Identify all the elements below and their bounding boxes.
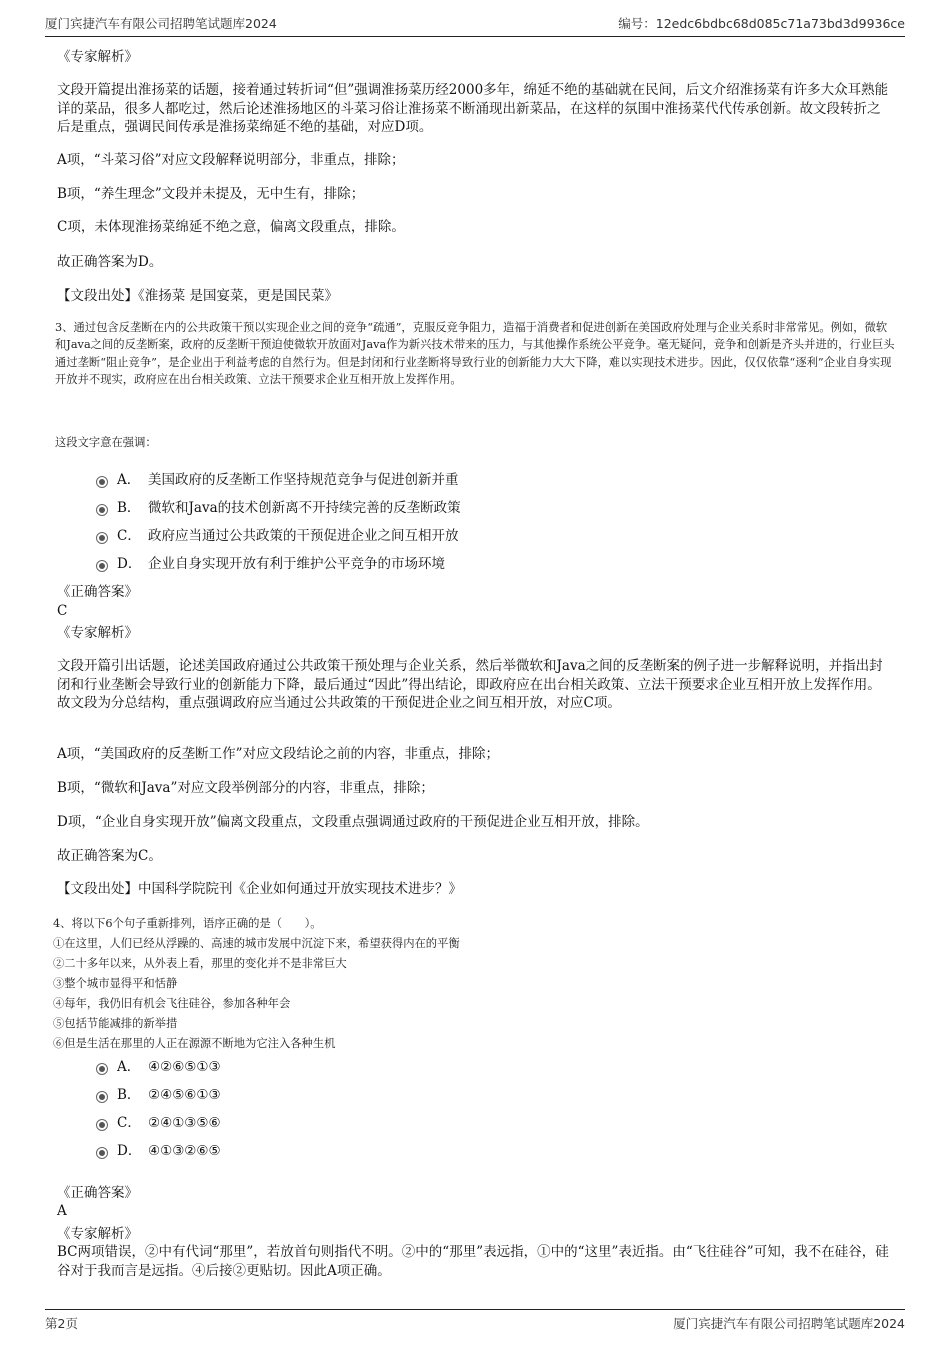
analysis-item-a: A项，“斗菜习俗”对应文段解释说明部分，非重点，排除； [57,152,405,168]
source-note: 【文段出处】中国科学院院刊《企业如何通过开放实现技术进步？》 [57,881,462,897]
analysis-item-a: A项，“美国政府的反垄断工作”对应文段结论之前的内容，非重点，排除； [57,746,500,762]
expert-analysis-label: 《专家解析》 [57,1226,138,1242]
option-letter: B． [117,1087,141,1103]
page-header [45,12,905,37]
option-letter: D． [117,556,142,572]
question-3-prompt: 这段文字意在强调： [55,436,157,449]
radio-button[interactable] [96,1091,108,1103]
option-text: ④②⑥⑤①③ [148,1059,221,1075]
question-3-text: 3、通过包含反垄断在内的公共政策干预以实现企业之间的竞争“疏通”，克服反竞争阻力，造福于消费者和促进创新在美国政府处理与企业关系时非常常见。例如，微软和Java之间的反垄断案，政府的反垄断干预迫使微软开放面对Java作为新兴技术带来的压力，与其他操作系统公平竞争。毫无疑问，竞争和创新是齐头并进的，行业巨头通过垄断“阻止竞争”，是企业出于利益考虑的自然行为。但是封闭和行业垄断将导致行业的创新能力大大下降，难以实现技术进步。因此，仅仅依靠“逐利”企业自身实现开放并不现实，政府应在出台相关政策、立法干预要求企业互相开放上发挥作用。 [55,321,895,386]
q3-option-d[interactable] [96,555,856,573]
expert-analysis-label: 《专家解析》 [57,625,138,641]
question-4-text: 4、将以下6个句子重新排列，语序正确的是（ ）。 [53,917,322,930]
option-letter: A． [117,472,141,488]
radio-button[interactable] [96,1119,108,1131]
header-serial: 编号：12edc6bdbc68d085c71a73bd3d9936ce [618,16,905,31]
q3-option-b[interactable] [96,499,856,517]
option-text: 企业自身实现开放有利于维护公平竞争的市场环境 [148,556,445,572]
sentence-5: ⑤包括节能减排的新举措 [53,1017,178,1030]
sentence-6: ⑥但是生活在那里的人正在源源不断地为它注入各种生机 [53,1037,336,1050]
option-letter: C． [117,1115,141,1131]
analysis-paragraph: 文段开篇引出话题，论述美国政府通过公共政策干预处理与企业关系，然后举微软和Java之间的反垄断案的例子进一步解释说明，并指出封闭和行业垄断会导致行业的创新能力下降，最后通过“因此”得出结论，即政府应在出台相关政策、立法干预要求企业互相开放上发挥作用。故文段为分总结构，重点强调政府应当通过公共政策的干预促进企业之间互相开放，对应C项。 [57,658,883,712]
option-letter: D． [117,1143,142,1159]
footer-title: 厦门宾捷汽车有限公司招聘笔试题库2024 [673,1316,905,1331]
q4-option-b[interactable] [96,1086,856,1104]
q3-option-a[interactable] [96,471,856,489]
q3-option-c[interactable] [96,527,856,545]
answer-conclusion: 故正确答案为C。 [57,848,162,864]
answer-conclusion: 故正确答案为D。 [57,254,163,270]
sentence-2: ②二十多年以来，从外表上看，那里的变化并不是非常巨大 [53,957,347,970]
option-text: ②④⑤⑥①③ [148,1087,221,1103]
option-letter: A． [117,1059,141,1075]
page-number: 第2页 [45,1316,78,1331]
option-text: 美国政府的反垄断工作坚持规范竞争与促进创新并重 [148,472,459,488]
radio-button[interactable] [96,560,108,572]
correct-answer: A [57,1203,67,1219]
analysis-paragraph: BC两项错误，②中有代词“那里”，若放首句则指代不明。②中的“那里”表远指，①中的“这里”表近指。由“飞往硅谷”可知，我不在硅谷，硅谷对于我而言是远指。④后接②更贴切。因此A项正确。 [57,1244,889,1279]
sentence-3: ③整个城市显得平和恬静 [53,977,178,990]
analysis-item-b: B项，“微软和Java”对应文段举例部分的内容，非重点，排除； [57,780,434,796]
option-text: ②④①③⑤⑥ [148,1115,221,1131]
q4-option-d[interactable] [96,1142,856,1160]
option-text: 政府应当通过公共政策的干预促进企业之间互相开放 [148,528,459,544]
analysis-item-d: D项，“企业自身实现开放”偏离文段重点，文段重点强调通过政府的干预促进企业互相开放，排除。 [57,814,649,830]
option-letter: C． [117,528,141,544]
radio-button[interactable] [96,1063,108,1075]
option-text: ④①③②⑥⑤ [148,1143,221,1159]
correct-answer-label: 《正确答案》 [57,1185,138,1201]
correct-answer: C [57,603,68,619]
radio-button[interactable] [96,1147,108,1159]
radio-button[interactable] [96,532,108,544]
q4-option-c[interactable] [96,1114,856,1132]
q4-option-a[interactable] [96,1058,856,1076]
page-footer [45,1309,905,1334]
analysis-item-b: B项，“养生理念”文段并未提及，无中生有，排除； [57,186,365,202]
expert-analysis-label: 《专家解析》 [57,49,138,65]
sentence-4: ④每年，我仍旧有机会飞往硅谷，参加各种年会 [53,997,291,1010]
source-note: 【文段出处】《淮扬菜 是国宴菜，更是国民菜》 [57,288,339,304]
header-title: 厦门宾捷汽车有限公司招聘笔试题库2024 [45,16,277,31]
correct-answer-label: 《正确答案》 [57,584,138,600]
sentence-1: ①在这里，人们已经从浮躁的、高速的城市发展中沉淀下来，希望获得内在的平衡 [53,937,460,950]
analysis-paragraph: 文段开篇提出淮扬菜的话题，接着通过转折词“但”强调淮扬菜历经2000多年，绵延不绝的基础就在民间，后文介绍淮扬菜有许多大众耳熟能详的菜品，很多人都吃过，然后论述淮扬地区的斗菜习俗让淮扬菜不断涌现出新菜品，在这样的氛围中淮扬菜代代传承创新。故文段转折之后是重点，强调民间传承是淮扬菜绵延不绝的基础，对应D项。 [57,82,889,136]
radio-button[interactable] [96,504,108,516]
option-text: 微软和Java的技术创新离不开持续完善的反垄断政策 [148,500,461,516]
analysis-item-c: C项，未体现淮扬菜绵延不绝之意，偏离文段重点，排除。 [57,219,405,235]
option-letter: B． [117,500,141,516]
radio-button[interactable] [96,476,108,488]
